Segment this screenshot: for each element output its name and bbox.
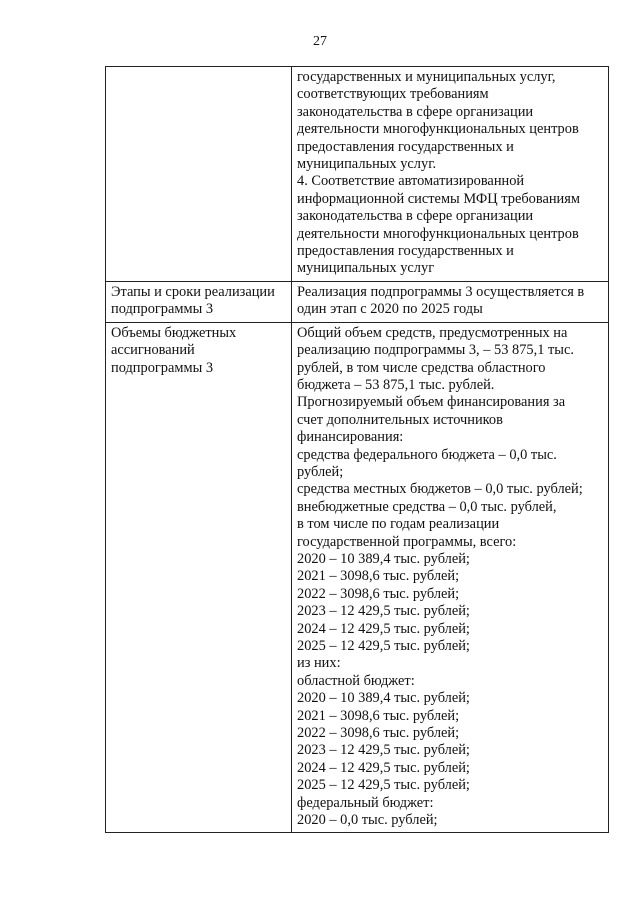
content-line: законодательства в сфере организации: [297, 103, 534, 120]
label-line: ассигнований: [111, 342, 195, 359]
passport-table: [105, 66, 609, 833]
content-line: государственных и муниципальных услуг,: [297, 69, 556, 85]
page-number: 27: [313, 34, 327, 49]
content-line: Реализация подпрограммы 3 осуществляется в: [297, 283, 585, 300]
content-line: 2020 – 10 389,4 тыс. рублей;: [297, 550, 470, 567]
label-line: подпрограммы 3: [111, 359, 214, 376]
content-line: соответствующих требованиям: [297, 86, 489, 103]
content-line: деятельности многофункциональных центров: [297, 121, 579, 138]
content-line: Общий объем средств, предусмотренных на: [297, 324, 568, 341]
table-row: [106, 281, 609, 322]
content-line: средства федерального бюджета – 0,0 тыс.: [297, 446, 557, 463]
content-line: 2023 – 12 429,5 тыс. рублей;: [297, 603, 470, 620]
content-line: Прогнозируемый объем финансирования за: [297, 394, 566, 411]
label-line: Этапы и сроки реализации: [111, 283, 275, 300]
row-label-cell: [106, 322, 292, 833]
content-line: из них:: [297, 655, 341, 672]
row-content-cell: [292, 281, 609, 322]
content-line: предоставления государственных и: [297, 243, 514, 260]
table-body: [106, 67, 609, 833]
content-line: 2025 – 12 429,5 тыс. рублей;: [297, 638, 470, 654]
content-line: 2023 – 12 429,5 тыс. рублей;: [297, 742, 470, 759]
content-line: 2021 – 3098,6 тыс. рублей;: [297, 707, 460, 724]
content-line: государственной программы, всего:: [297, 533, 517, 550]
content-line: 2025 – 12 429,5 тыс. рублей;: [297, 777, 470, 794]
content-line: 2024 – 12 429,5 тыс. рублей;: [297, 620, 470, 637]
content-line: 2020 – 0,0 тыс. рублей;: [297, 812, 438, 829]
content-line: законодательства в сфере организации: [297, 208, 534, 225]
row-content-cell: [292, 67, 609, 282]
content-line: рублей, в том числе средства областного: [297, 359, 546, 376]
content-line: областной бюджет:: [297, 672, 415, 689]
row-label-cell: [106, 281, 292, 322]
content-line: 2020 – 10 389,4 тыс. рублей;: [297, 690, 470, 707]
content-line: 2022 – 3098,6 тыс. рублей;: [297, 585, 460, 602]
table-row: [106, 67, 609, 282]
content-line: в том числе по годам реализации: [297, 516, 500, 533]
table-row: [106, 322, 609, 833]
content-line: 4. Соответствие автоматизированной: [297, 173, 525, 190]
content-line: муниципальных услуг: [297, 260, 435, 277]
content-line: деятельности многофункциональных центров: [297, 225, 579, 242]
content-line: счет дополнительных источников: [297, 411, 503, 428]
content-line: бюджета – 53 875,1 тыс. рублей.: [297, 376, 495, 393]
content-line: реализацию подпрограммы 3, – 53 875,1 тыс.: [297, 342, 574, 359]
label-line: подпрограммы 3: [111, 301, 214, 318]
content-line: 2021 – 3098,6 тыс. рублей;: [297, 568, 460, 585]
content-line: информационной системы МФЦ требованиям: [297, 190, 580, 207]
row-content-cell: [292, 322, 609, 833]
content-line: рублей;: [297, 463, 344, 480]
content-line: федеральный бюджет:: [297, 794, 434, 811]
content-line: внебюджетные средства – 0,0 тыс. рублей,: [297, 498, 557, 515]
row-label-cell: [106, 67, 292, 282]
content-line: предоставления государственных и: [297, 138, 514, 155]
content-line: финансирования:: [297, 429, 404, 446]
content-line: 2024 – 12 429,5 тыс. рублей;: [297, 759, 470, 776]
content-line: 2022 – 3098,6 тыс. рублей;: [297, 725, 460, 742]
content-line: муниципальных услуг.: [297, 156, 437, 173]
content-line: средства местных бюджетов – 0,0 тыс. рублей;: [297, 481, 583, 498]
label-line: Объемы бюджетных: [111, 324, 237, 341]
content-line: один этап с 2020 по 2025 годы: [297, 301, 483, 318]
